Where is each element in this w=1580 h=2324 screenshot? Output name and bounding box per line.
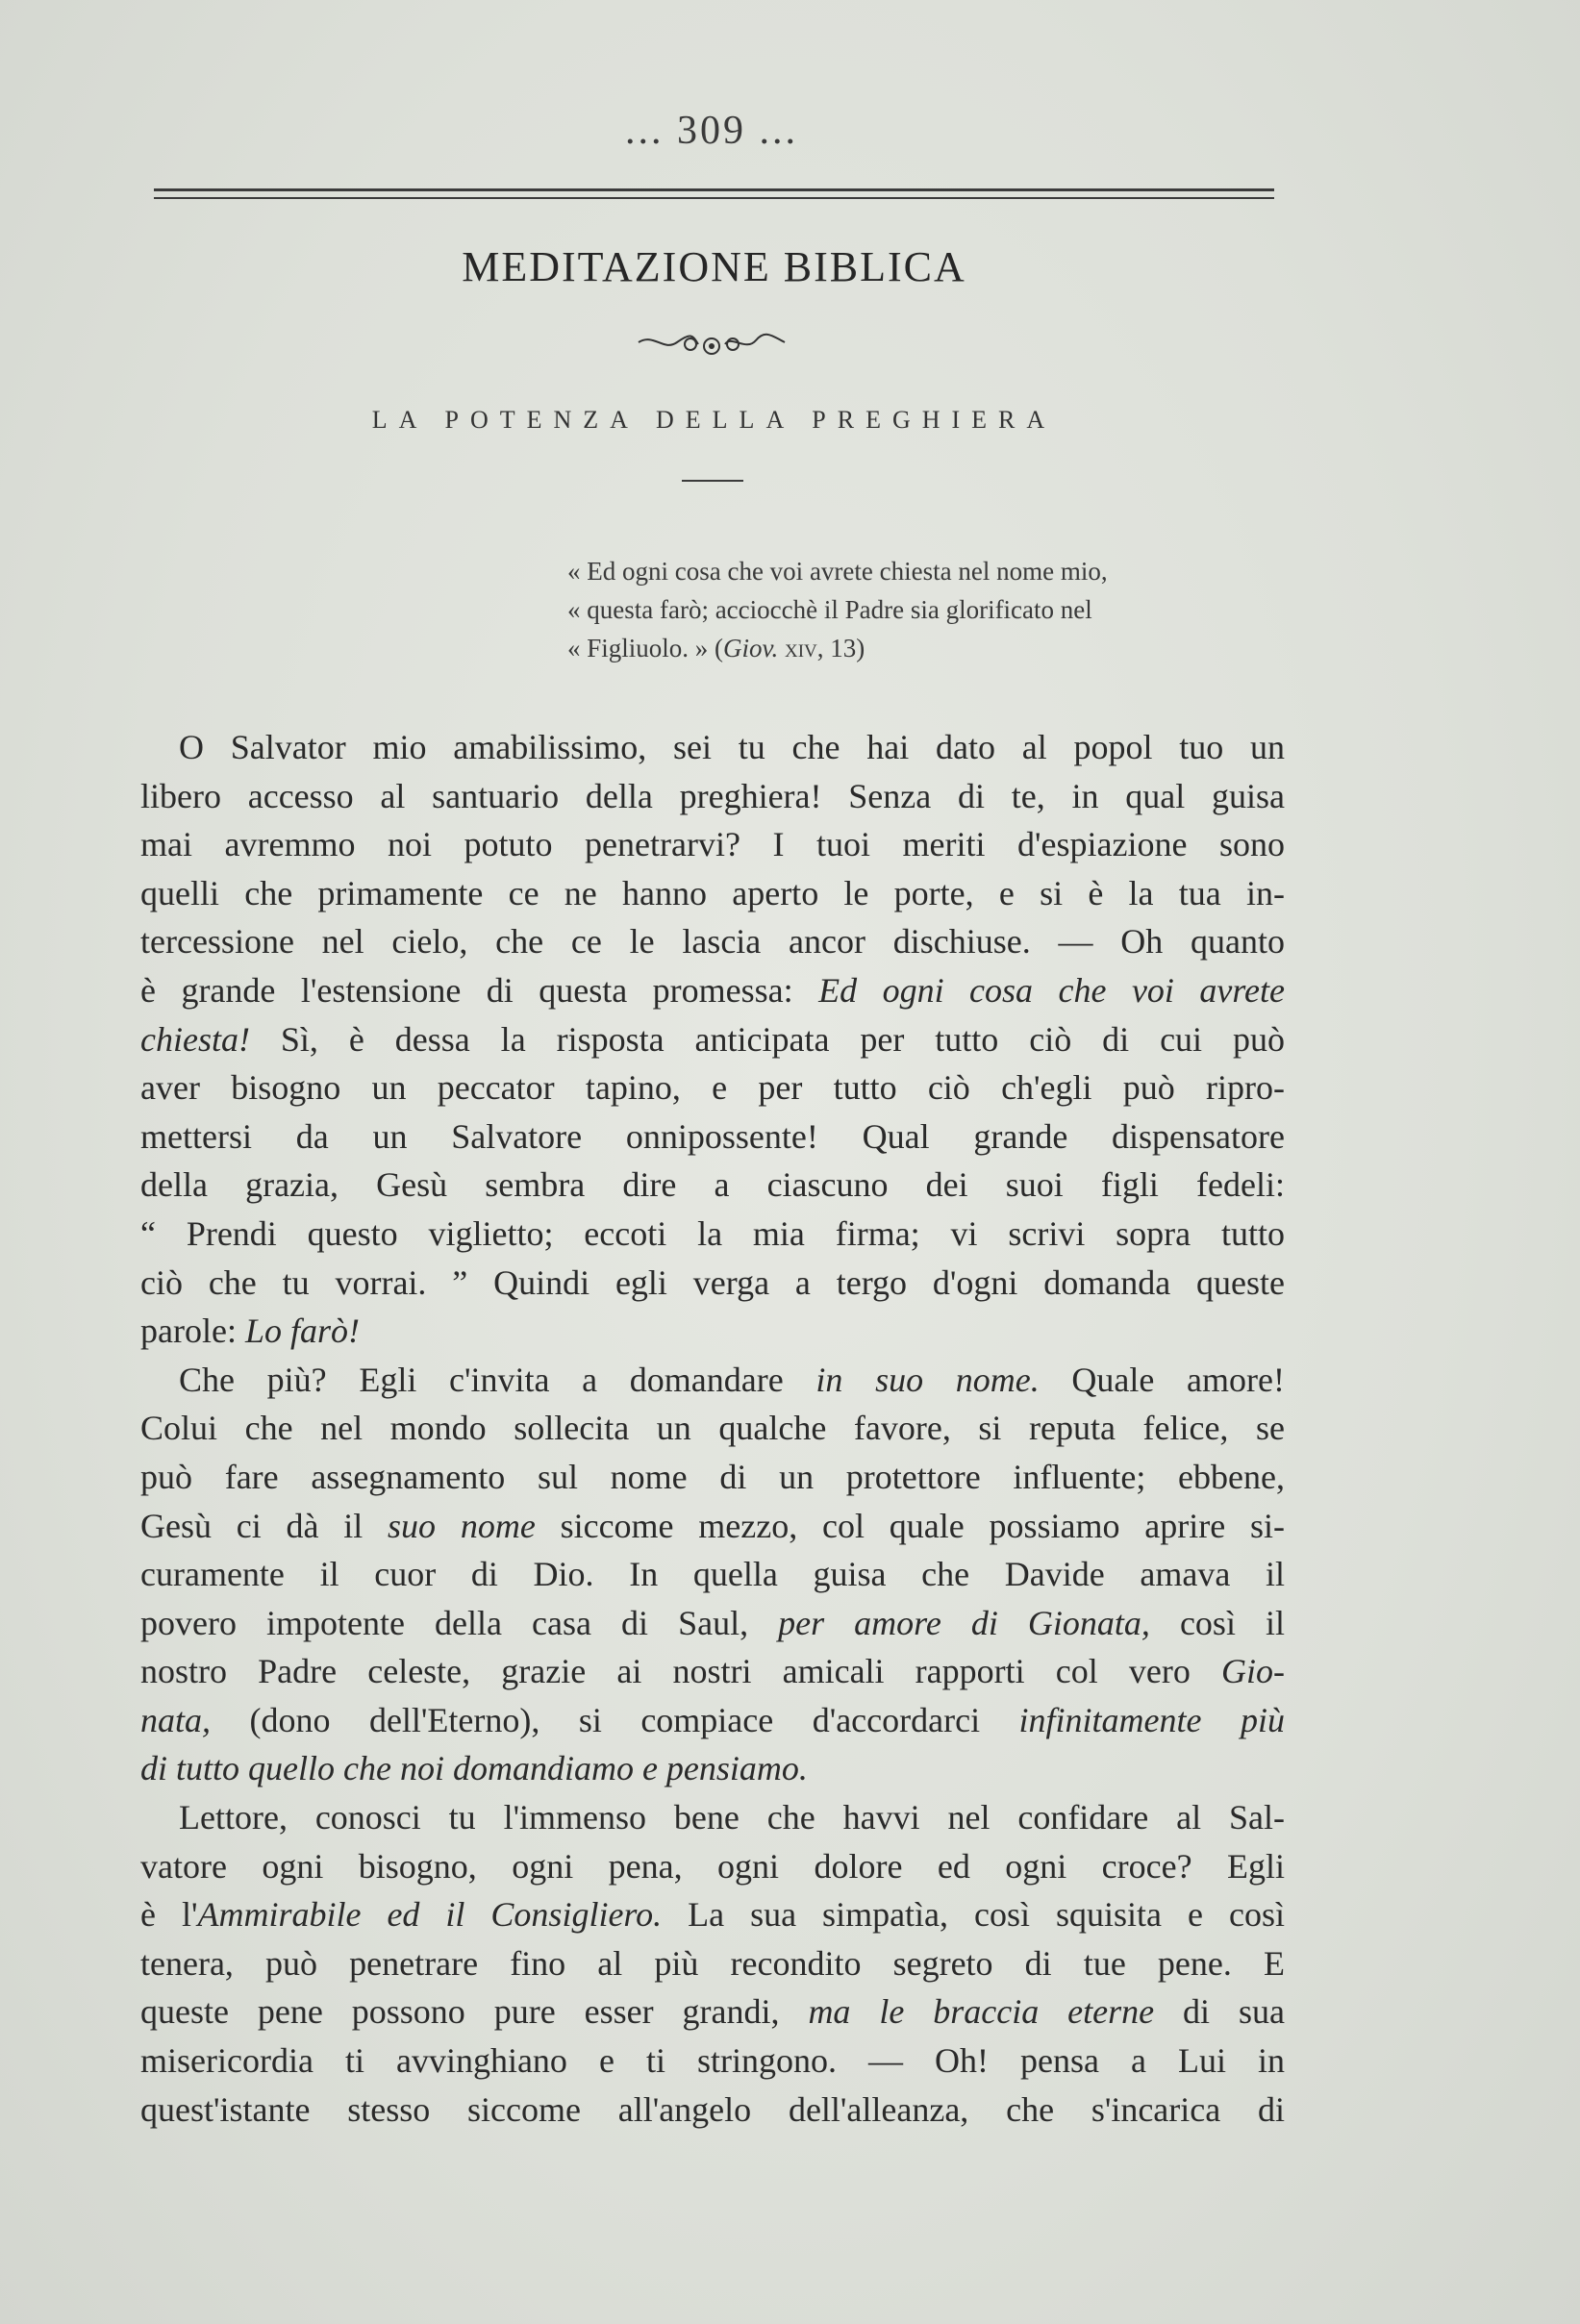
page-number: ... 309 ... (625, 109, 798, 153)
text-line: nostro Padre celeste, grazie ai nostri amicali rapporti col vero Gio- (140, 1652, 1285, 1691)
text-line: ciò che tu vorrai. ” Quindi egli verga a tergo d'ogni domanda queste (140, 1262, 1285, 1302)
text-line: curamente il cuor di Dio. In quella guisa che Davide amava il (140, 1555, 1285, 1594)
text-line: “ Prendi questo viglietto; eccoti la mia firma; vi scrivi sopra tutto (140, 1213, 1285, 1253)
text-line: è grande l'estensione di questa promessa: Ed ogni cosa che voi avrete (140, 970, 1285, 1010)
header-double-rule (154, 188, 1274, 202)
text-line: mai avremmo noi potuto penetrarvi? I tuoi meriti d'espiazione sono (140, 825, 1285, 864)
ornament-flourish-icon (635, 329, 789, 358)
text-line: tercessione nel cielo, che ce le lascia ancor dischiuse. — Oh quanto (140, 922, 1285, 962)
epigraph-quote (567, 552, 1284, 667)
epigraph-line: « questa farò; acciocchè il Padre sia glorificato nel (567, 595, 1092, 624)
text-line: Che più? Egli c'invita a domandare in suo nome. Quale amore! (179, 1360, 1285, 1399)
subtitle-rule (682, 480, 743, 482)
text-line: vatore ogni bisogno, ogni pena, ogni dolore ed ogni croce? Egli (140, 1846, 1285, 1886)
body-text (140, 723, 1285, 2134)
text-line: nata, (dono dell'Eterno), si compiace d'accordarci infinitamente più (140, 1700, 1285, 1739)
text-line: aver bisogno un peccator tapino, e per tutto ciò ch'egli può ripro- (140, 1068, 1285, 1108)
text-line: queste pene possono pure esser grandi, ma le braccia eterne di sua (140, 1992, 1285, 2032)
text-line: tenera, può penetrare fino al più recondito segreto di tue pene. E (140, 1943, 1285, 1983)
epigraph-line: « Ed ogni cosa che voi avrete chiesta nel nome mio, (567, 557, 1108, 586)
text-line: chiesta! Sì, è dessa la risposta anticipata per tutto ciò di cui può (140, 1019, 1285, 1059)
text-line: povero impotente della casa di Saul, per amore di Gionata, così il (140, 1603, 1285, 1642)
text-line: Colui che nel mondo sollecita un qualche favore, si reputa felice, se (140, 1409, 1285, 1448)
text-line: parole: Lo farò! (140, 1312, 360, 1351)
text-line: mettersi da un Salvatore onnipossente! Qual grande dispensatore (140, 1116, 1285, 1156)
text-line: della grazia, Gesù sembra dire a ciascuno dei suoi figli fedeli: (140, 1165, 1285, 1205)
text-line: può fare assegnamento sul nome di un protettore influente; ebbene, (140, 1457, 1285, 1496)
text-line: misericordia ti avvinghiano e ti stringono. — Oh! pensa a Lui in (140, 2041, 1285, 2081)
text-line: Lettore, conosci tu l'immenso bene che havvi nel confidare al Sal- (179, 1798, 1285, 1837)
epigraph-line: « Figliuolo. » (Giov. xiv, 13) (567, 634, 865, 662)
chapter-title: MEDITAZIONE BIBLICA (462, 243, 966, 290)
chapter-subtitle: LA POTENZA DELLA PREGHIERA (371, 406, 1057, 434)
text-line: è l'Ammirabile ed il Consigliero. La sua simpatìa, così squisita e così (140, 1895, 1285, 1935)
text-line: quelli che primamente ce ne hanno aperto le porte, e si è la tua in- (140, 873, 1285, 912)
text-line: quest'istante stesso siccome all'angelo dell'alleanza, che s'incarica di (140, 2089, 1285, 2129)
text-line: di tutto quello che noi domandiamo e pensiamo. (140, 1749, 808, 1788)
text-line: Gesù ci dà il suo nome siccome mezzo, col quale possiamo aprire si- (140, 1506, 1285, 1545)
text-line: O Salvator mio amabilissimo, sei tu che hai dato al popol tuo un (179, 728, 1285, 766)
text-line: libero accesso al santuario della preghiera! Senza di te, in qual guisa (140, 776, 1285, 815)
